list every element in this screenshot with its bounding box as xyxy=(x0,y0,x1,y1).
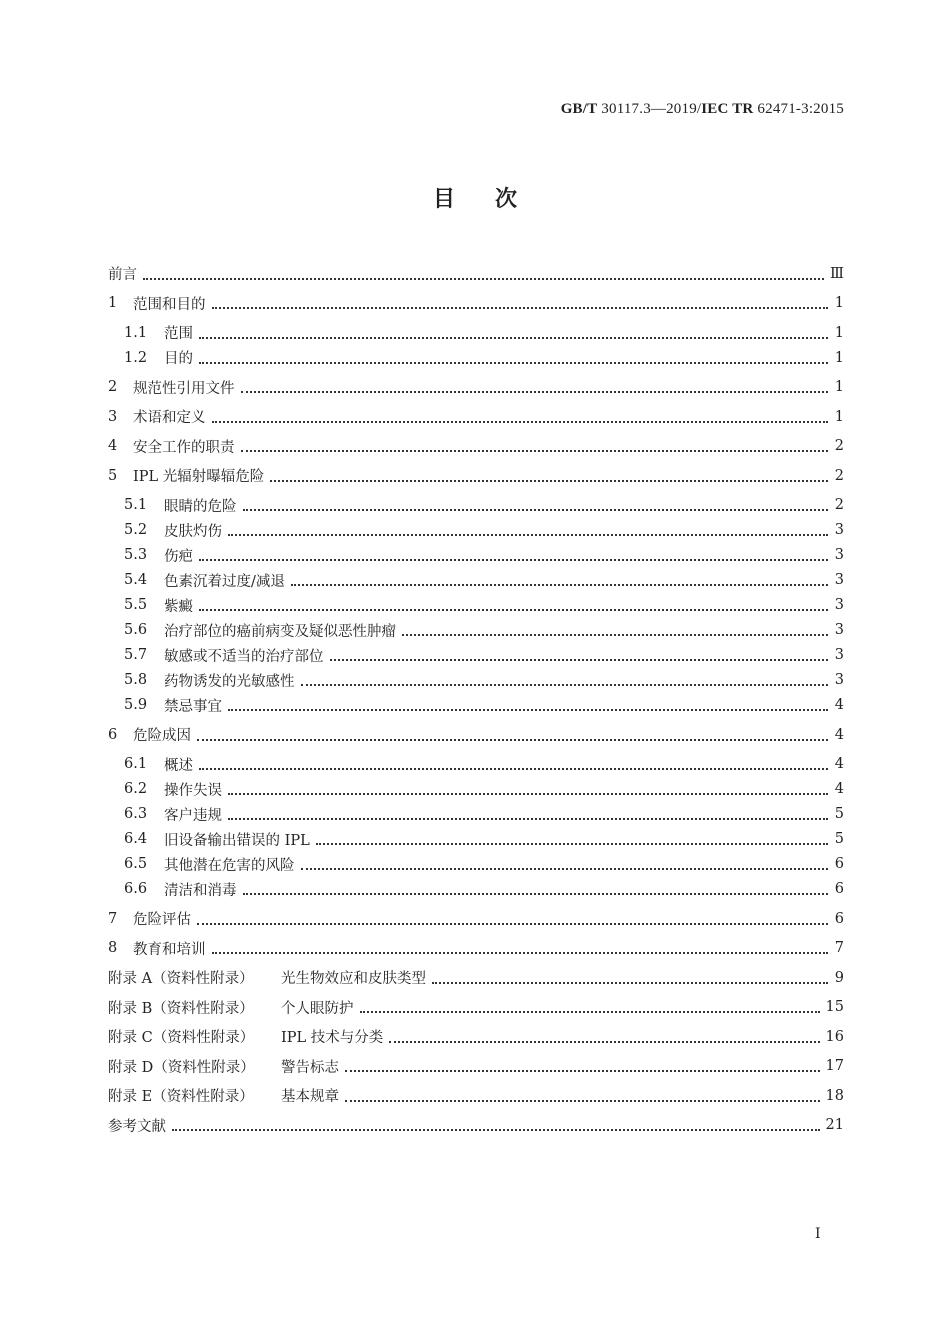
dot-leader xyxy=(228,695,828,711)
toc-entry[interactable] xyxy=(108,373,844,403)
dot-leader xyxy=(197,725,828,741)
toc-entry-label: 其他潜在危害的风险 xyxy=(164,857,295,874)
dot-leader xyxy=(291,570,828,586)
toc-entry-page: 2 xyxy=(834,497,844,514)
toc-entry-label: 前言 xyxy=(108,267,137,284)
toc-entry-page: 6 xyxy=(834,910,844,927)
toc-entry-page: 3 xyxy=(834,597,844,614)
toc-entry-page: 17 xyxy=(825,1058,844,1075)
toc-entry-label: 敏感或不适当的治疗部位 xyxy=(164,648,324,665)
std-number: 30117.3—2019/ xyxy=(601,101,702,117)
dot-leader xyxy=(345,1086,820,1102)
dot-leader xyxy=(199,323,828,339)
toc-entry-number: 6.3 xyxy=(124,806,148,823)
toc-entry-page: 9 xyxy=(834,969,844,986)
toc-entry-page: Ⅲ xyxy=(830,265,844,282)
toc-entry-page: 7 xyxy=(834,940,844,957)
toc-entry-label: 基本规章 xyxy=(281,1089,339,1106)
toc-entry-number: 6.5 xyxy=(124,856,148,873)
toc-entry-page: 1 xyxy=(834,349,844,366)
dot-leader xyxy=(241,377,829,393)
toc-entry-page: 3 xyxy=(834,572,844,589)
toc-entry-number: 8 xyxy=(108,940,118,957)
toc-entry-page: 5 xyxy=(834,806,844,823)
toc-entry-page: 15 xyxy=(825,999,844,1016)
iec-prefix: IEC TR xyxy=(701,101,754,117)
toc-entry[interactable] xyxy=(108,343,844,373)
toc-entry[interactable] xyxy=(108,904,844,934)
toc-entry-page: 3 xyxy=(834,522,844,539)
toc-entry-label: 警告标志 xyxy=(281,1059,339,1076)
dot-leader xyxy=(432,968,828,984)
dot-leader xyxy=(345,1056,820,1072)
toc-entry-label: 操作失误 xyxy=(164,782,222,799)
toc-entry-page: 5 xyxy=(834,831,844,848)
dot-leader xyxy=(199,595,828,611)
toc-entry-page: 4 xyxy=(834,697,844,714)
toc-entry-number: 6.6 xyxy=(124,881,148,898)
toc-entry-label: 范围 xyxy=(164,326,193,343)
toc-entry[interactable] xyxy=(108,289,844,319)
toc-entry-page: 2 xyxy=(834,438,844,455)
toc-entry-number: 5.9 xyxy=(124,697,148,714)
toc-entry-label: 概述 xyxy=(164,757,193,774)
toc-entry-label: 伤疤 xyxy=(164,548,193,565)
toc-entry-label: 治疗部位的癌前病变及疑似恶性肿瘤 xyxy=(164,623,396,640)
toc-entry-label: 术语和定义 xyxy=(133,410,206,427)
toc-entry-number: 5.5 xyxy=(124,597,148,614)
dot-leader xyxy=(199,754,828,770)
dot-leader xyxy=(270,466,828,482)
toc-entry-page: 1 xyxy=(834,324,844,341)
toc-entry-number: 5.2 xyxy=(124,522,148,539)
toc-entry-number: 7 xyxy=(108,910,118,927)
toc-entry-label: IPL 技术与分类 xyxy=(281,1030,384,1047)
toc-entry[interactable] xyxy=(108,1111,844,1141)
toc-entry-label: 光生物效应和皮肤类型 xyxy=(281,971,426,988)
toc-entry-page: 3 xyxy=(834,547,844,564)
toc-entry-number: 1.2 xyxy=(124,349,148,366)
toc-entry-page: 16 xyxy=(825,1028,844,1045)
iec-number: 62471-3:2015 xyxy=(757,101,844,117)
dot-leader xyxy=(199,545,828,561)
dot-leader xyxy=(228,779,828,795)
toc-entry[interactable] xyxy=(108,432,844,462)
toc-entry-number: 5.6 xyxy=(124,622,148,639)
toc-entry-number: 附录 A（资料性附录） xyxy=(108,971,254,988)
toc-entry-label: 眼睛的危险 xyxy=(164,498,237,515)
dot-leader xyxy=(228,804,828,820)
dot-leader xyxy=(199,348,828,364)
toc-entry-number: 6.2 xyxy=(124,781,148,798)
table-of-contents xyxy=(108,259,844,1140)
toc-entry[interactable] xyxy=(108,1022,844,1052)
toc-entry-number: 5 xyxy=(108,467,118,484)
toc-entry-number: 6.1 xyxy=(124,756,148,773)
dot-leader xyxy=(330,645,829,661)
dot-leader xyxy=(143,264,824,280)
dot-leader xyxy=(241,436,829,452)
toc-entry-number: 5.8 xyxy=(124,672,148,689)
toc-entry-label: 参考文献 xyxy=(108,1118,166,1135)
toc-entry-number: 1 xyxy=(108,295,118,312)
toc-entry-number: 6.4 xyxy=(124,831,148,848)
dot-leader xyxy=(212,938,829,954)
toc-entry-number: 5.4 xyxy=(124,572,148,589)
dot-leader xyxy=(402,620,828,636)
dot-leader xyxy=(389,1027,819,1043)
toc-entry-label: 色素沉着过度/减退 xyxy=(164,573,285,590)
toc-entry-label: 规范性引用文件 xyxy=(133,380,235,397)
dot-leader xyxy=(172,1115,820,1131)
toc-entry[interactable] xyxy=(108,993,844,1023)
toc-entry-label: 皮肤灼伤 xyxy=(164,523,222,540)
toc-entry-page: 21 xyxy=(825,1117,844,1134)
toc-entry-page: 3 xyxy=(834,672,844,689)
toc-entry[interactable] xyxy=(108,259,844,289)
toc-entry-label: 旧设备输出错误的 IPL xyxy=(164,832,310,849)
dot-leader xyxy=(228,520,828,536)
dot-leader xyxy=(212,293,829,309)
toc-entry[interactable] xyxy=(108,1052,844,1082)
toc-entry-label: 紫癜 xyxy=(164,598,193,615)
toc-entry-page: 4 xyxy=(834,726,844,743)
dot-leader xyxy=(197,909,828,925)
dot-leader xyxy=(360,997,820,1013)
toc-entry-page: 3 xyxy=(834,647,844,664)
toc-entry-label: 目的 xyxy=(164,351,193,368)
toc-entry[interactable] xyxy=(108,402,844,432)
dot-leader xyxy=(243,495,829,511)
dot-leader xyxy=(301,670,829,686)
dot-leader xyxy=(301,854,829,870)
toc-entry[interactable] xyxy=(108,934,844,964)
dot-leader xyxy=(316,829,828,845)
toc-entry-label: 危险成因 xyxy=(133,728,191,745)
toc-entry-number: 5.3 xyxy=(124,547,148,564)
toc-entry-page: 4 xyxy=(834,756,844,773)
toc-entry-page: 6 xyxy=(834,856,844,873)
toc-entry-label: 个人眼防护 xyxy=(281,1000,354,1017)
toc-entry[interactable] xyxy=(108,963,844,993)
toc-entry-number: 4 xyxy=(108,438,118,455)
toc-entry-page: 4 xyxy=(834,781,844,798)
toc-entry-page: 1 xyxy=(834,295,844,312)
toc-entry-number: 附录 C（资料性附录） xyxy=(108,1030,255,1047)
toc-entry-number: 附录 D（资料性附录） xyxy=(108,1059,255,1076)
toc-entry-number: 附录 B（资料性附录） xyxy=(108,1000,254,1017)
standard-number-header xyxy=(561,101,844,118)
toc-entry[interactable] xyxy=(108,1081,844,1111)
toc-entry[interactable] xyxy=(108,691,844,721)
toc-entry-label: 危险评估 xyxy=(133,912,191,929)
toc-entry-label: 客户违规 xyxy=(164,807,222,824)
toc-entry-page: 2 xyxy=(834,467,844,484)
toc-entry-number: 1.1 xyxy=(124,324,148,341)
toc-entry-label: 安全工作的职责 xyxy=(133,439,235,456)
toc-entry-label: IPL 光辐射曝辐危险 xyxy=(133,469,265,486)
toc-entry[interactable] xyxy=(108,461,844,491)
toc-entry-page: 3 xyxy=(834,622,844,639)
std-prefix: GB/T xyxy=(560,101,598,117)
toc-entry[interactable] xyxy=(108,720,844,750)
dot-leader xyxy=(212,407,829,423)
toc-entry-label: 禁忌事宜 xyxy=(164,698,222,715)
toc-entry-label: 范围和目的 xyxy=(133,296,206,313)
toc-entry-number: 2 xyxy=(108,379,118,396)
toc-entry[interactable] xyxy=(108,875,844,905)
dot-leader xyxy=(243,879,829,895)
toc-entry-page: 1 xyxy=(834,379,844,396)
toc-entry-page: 1 xyxy=(834,408,844,425)
toc-entry-page: 18 xyxy=(825,1087,844,1104)
page-number: I xyxy=(815,1226,821,1242)
toc-entry-number: 5.7 xyxy=(124,647,148,664)
toc-entry-number: 附录 E（资料性附录） xyxy=(108,1089,254,1106)
toc-entry-number: 3 xyxy=(108,408,118,425)
toc-entry-label: 清洁和消毒 xyxy=(164,882,237,899)
toc-entry-label: 药物诱发的光敏感性 xyxy=(164,673,295,690)
toc-entry-number: 6 xyxy=(108,726,118,743)
toc-entry-label: 教育和培训 xyxy=(133,941,206,958)
page-title: 目次 xyxy=(432,187,557,212)
toc-entry-page: 6 xyxy=(834,881,844,898)
toc-entry-number: 5.1 xyxy=(124,497,148,514)
